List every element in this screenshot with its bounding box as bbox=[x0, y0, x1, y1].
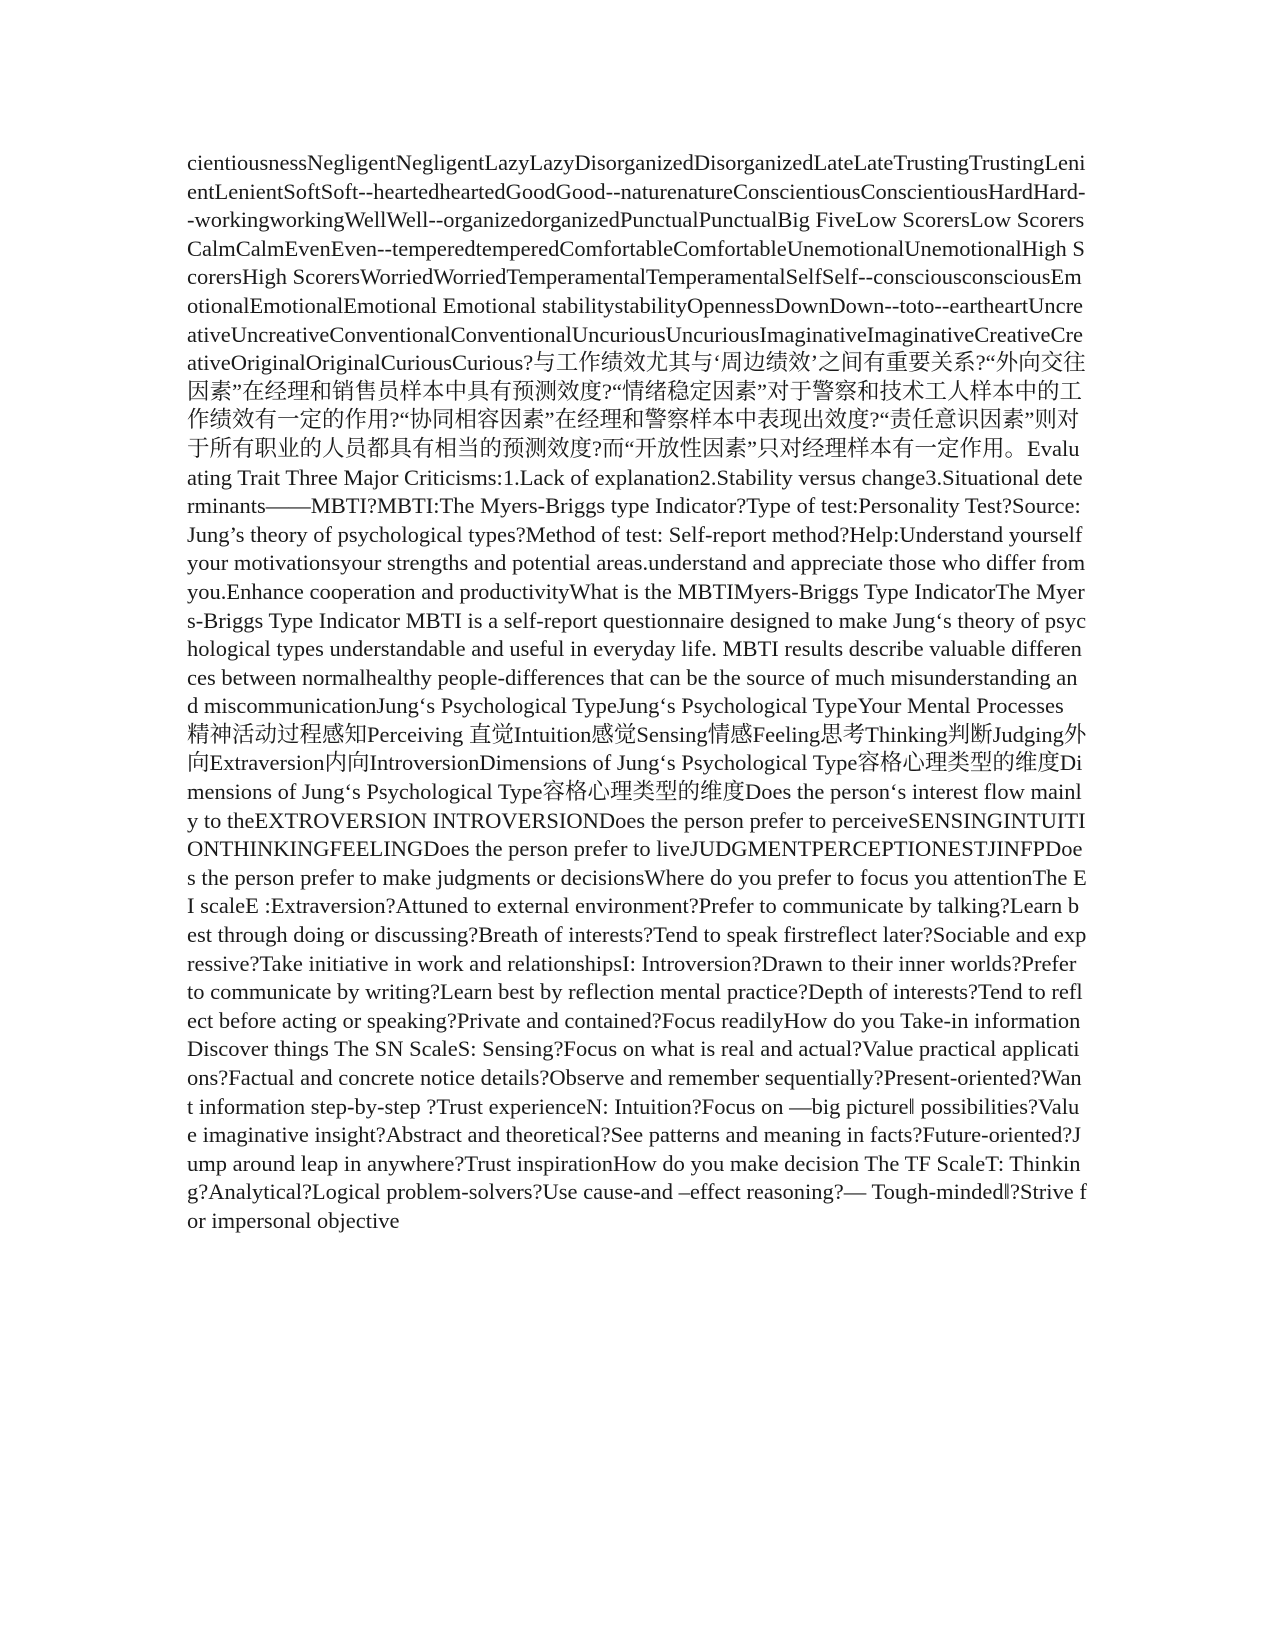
body-text: cientiousnessNegligentNegligentLazyLazyDisorganizedDisorganizedLateLateTrustingTrustingLenientLenientSoftSoft--heartedheartedGoodGood--naturenatureConscientiousConscientiousHardHard--workingworkingWellWell--organizedorganizedPunctualPunctualBig FiveLow ScorersLow ScorersCalmCalmEvenEven--temperedtemperedComfortableComfortableUnemotionalUnemotionalHigh ScorersHigh ScorersWorriedWorriedTemperamentalTemperamentalSelfSelf--consciousconsciousEmotionalEmotionalEmotional Emotional stabilitystabilityOpennessDownDown--toto--eartheartUncreativeUncreativeConventionalConventionalUncuriousUncuriousImaginativeImaginativeCreativeCreativeOriginalOriginalCuriousCurious?与工作绩效尤其与‘周边绩效’之间有重要关系?“外向交往因素”在经理和销售员样本中具有预测效度?“情绪稳定因素”对于警察和技术工人样本中的工作绩效有一定的作用?“协同相容因素”在经理和警察样本中表现出效度?“责任意识因素”则对于所有职业的人员都具有相当的预测效度?而“开放性因素”只对经理样本有一定作用。Evaluating Trait Three Major Criticisms:1.Lack of explanation2.Stability versus change3.Situational determinants——MBTI?MBTI:The Myers-Briggs type Indicator?Type of test:Personality Test?Source:Jung’s theory of psychological types?Method of test: Self-report method?Help:Understand yourselfyour motivationsyour strengths and potential areas.understand and appreciate those who differ from you.Enhance cooperation and productivityWhat is the MBTIMyers-Briggs Type IndicatorThe Myers-Briggs Type Indicator MBTI is a self-report questionnaire designed to make Jung‘s theory of psychological types understandable and useful in everyday life. MBTI results describe valuable differences between normalhealthy people-differences that can be the source of much misunderstanding and miscommunicationJung‘s Psychological TypeJung‘s Psychological TypeYour Mental Processes 精神活动过程感知Perceiving 直觉Intuition感觉Sensing情感Feeling思考Thinking判断Judging外向Extraversion内向IntroversionDimensions of Jung‘s Psychological Type容格心理类型的维度Dimensions of Jung‘s Psychological Type容格心理类型的维度Does the person‘s interest flow mainly to theEXTROVERSION INTROVERSIONDoes the person prefer to perceiveSENSINGINTUITIONTHINKINGFEELINGDoes the person prefer to liveJUDGMENTPERCEPTIONESTJINFPDoes the person prefer to make judgments or decisionsWhere do you prefer to focus you attentionThe EI scaleE :Extraversion?Attuned to external environment?Prefer to communicate by talking?Learn best through doing or discussing?Breath of interests?Tend to speak firstreflect later?Sociable and expressive?Take initiative in work and relationshipsI: Introversion?Drawn to their inner worlds?Prefer to communicate by writing?Learn best by reflection mental practice?Depth of interests?Tend to reflect before acting or speaking?Private and contained?Focus readilyHow do you Take-in informationDiscover things The SN ScaleS: Sensing?Focus on what is real and actual?Value practical applications?Factual and concrete notice details?Observe and remember sequentially?Present-oriented?Want information step-by-step ?Trust experienceN: Intuition?Focus on —big picture‖ possibilities?Value imaginative insight?Abstract and theoretical?See patterns and meaning in facts?Future-oriented?Jump around leap in anywhere?Trust inspirationHow do you make decision The TF ScaleT: Thinking?Analytical?Logical problem-solvers?Use cause-and –effect reasoning?— Tough-minded‖?Strive for impersonal objective bbox=[187, 150, 1087, 1233]
